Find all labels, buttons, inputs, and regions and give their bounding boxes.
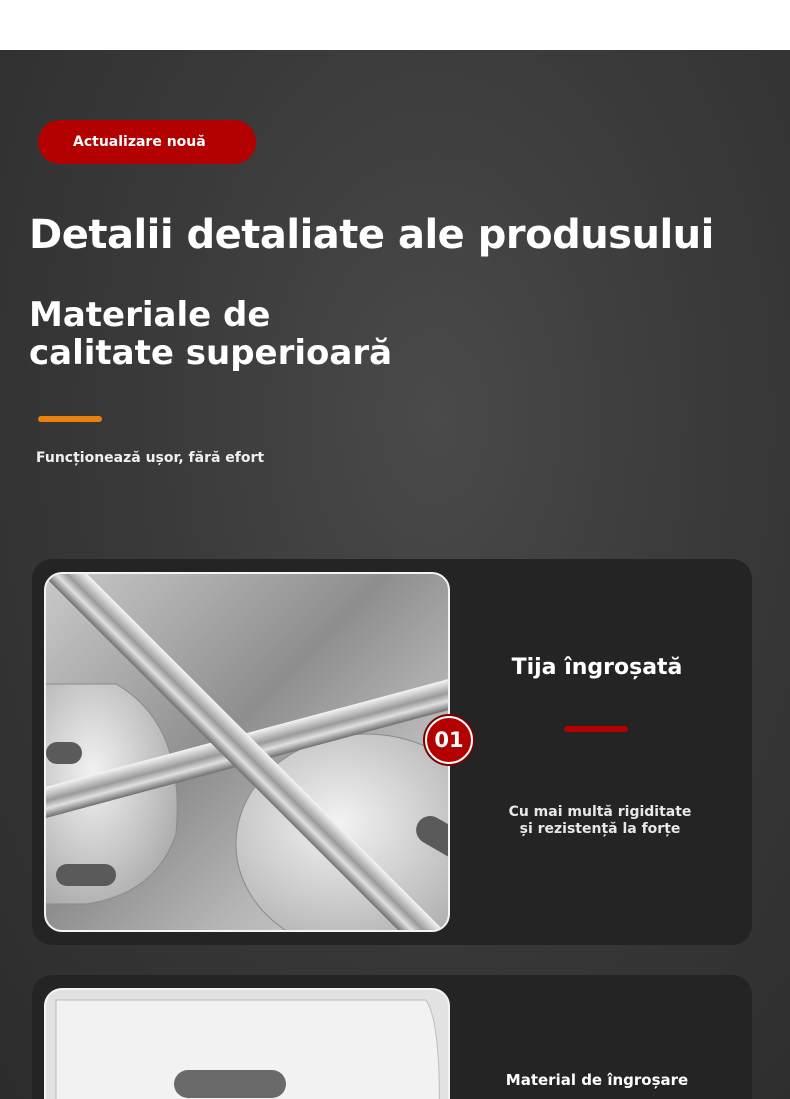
orange-divider [38, 416, 102, 422]
feature-desc-line-1: Cu mai multă rigiditate [508, 804, 692, 820]
feature-card-1 [32, 559, 752, 945]
subtitle-line-1: Materiale de [29, 295, 271, 335]
tagline: Funcționează ușor, fără efort [36, 450, 265, 466]
product-photo-material [44, 988, 450, 1099]
update-badge: Actualizare nouă [38, 120, 256, 164]
feature-description-1 [472, 804, 728, 838]
page-subtitle [29, 296, 392, 372]
feature-title-1: Tija îngroșată [511, 655, 683, 680]
feature-card-2 [32, 975, 752, 1099]
feature-title-2: Material de îngroșare [505, 1071, 689, 1089]
hero-section [0, 50, 790, 1099]
feature-number-badge: 01 [425, 716, 473, 764]
top-strip [0, 0, 790, 50]
subtitle-line-2: calitate superioară [29, 333, 393, 373]
material-illustration [46, 990, 450, 1099]
rod-illustration [46, 574, 450, 932]
feature-desc-line-2: și rezistență la forțe [519, 821, 681, 837]
product-photo-rod [44, 572, 450, 932]
red-divider [564, 726, 628, 732]
page-title: Detalii detaliate ale produsului [29, 212, 714, 258]
